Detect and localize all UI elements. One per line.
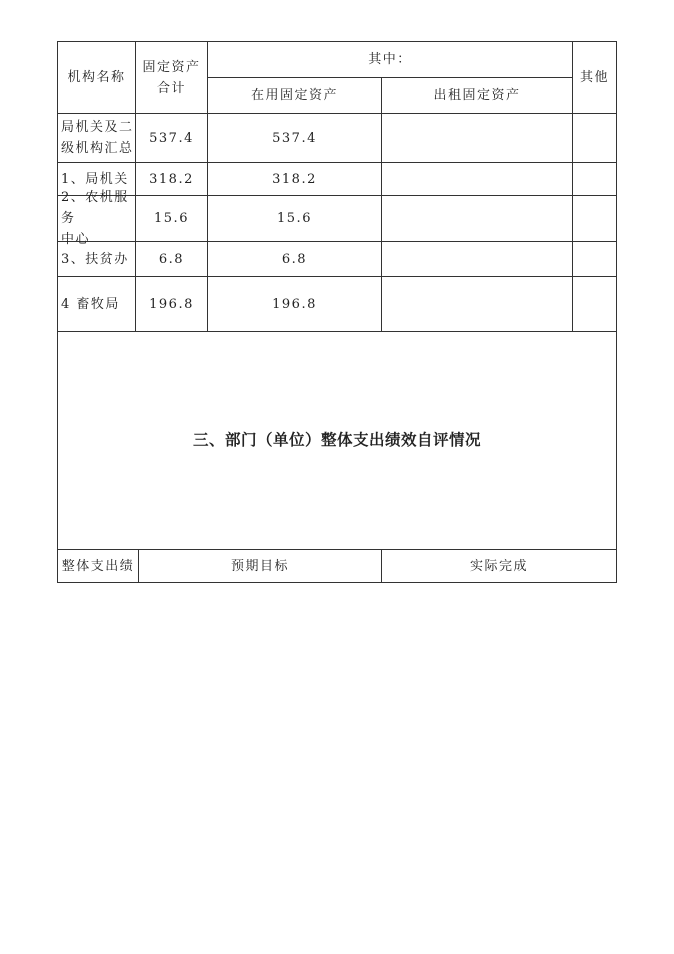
row-in-use: 196.8	[272, 296, 317, 312]
header-among-text: 其中：	[368, 52, 412, 67]
row-org-line2: 级机构汇总	[61, 141, 134, 156]
row-other	[573, 242, 616, 276]
row-leased	[382, 196, 572, 241]
row-total: 196.8	[149, 296, 194, 312]
row-org-line2: 中心	[61, 232, 91, 247]
row-org-line1: 1、局机关	[61, 171, 129, 187]
header-total-assets	[136, 42, 207, 113]
row-leased	[382, 242, 572, 276]
perf-label: 整体支出绩	[61, 558, 135, 574]
row-total: 318.2	[149, 171, 194, 187]
row-org-name	[58, 114, 135, 162]
row-other	[573, 196, 616, 241]
row-org-name	[58, 190, 135, 247]
row-org-name	[58, 242, 135, 276]
header-leased	[382, 78, 572, 113]
row-in-use: 537.4	[272, 130, 317, 146]
perf-expected-header: 预期目标	[230, 558, 289, 574]
header-org-name	[58, 42, 135, 113]
header-other-text: 其他	[579, 70, 609, 85]
header-among	[208, 42, 572, 77]
row-total: 537.4	[149, 130, 194, 146]
header-leased-text: 出租固定资产	[433, 88, 521, 103]
header-in-use-text: 在用固定资产	[250, 88, 338, 103]
row-total: 15.6	[154, 211, 189, 226]
row-org-name	[58, 277, 135, 331]
row-in-use: 318.2	[272, 171, 317, 187]
table-border-right	[616, 41, 617, 583]
header-in-use	[208, 78, 381, 113]
row-leased	[382, 114, 572, 162]
row-leased	[382, 163, 572, 195]
row-org-line1: 4 畜牧局	[61, 296, 120, 312]
table-border-bottom	[57, 582, 617, 583]
section-heading	[58, 332, 616, 549]
row-in-use: 15.6	[277, 211, 312, 226]
section-heading-text: 三、部门（单位）整体支出绩效自评情况	[192, 431, 481, 449]
row-other	[573, 277, 616, 331]
row-other	[573, 163, 616, 195]
row-leased	[382, 277, 572, 331]
row-other	[573, 114, 616, 162]
row-total: 6.8	[158, 251, 185, 267]
row-org-line1: 2、农机服务	[61, 190, 129, 226]
row-org-line1: 3、扶贫办	[61, 251, 129, 267]
header-total-line1: 固定资产	[142, 59, 201, 75]
perf-actual-header: 实际完成	[469, 558, 528, 574]
row-org-line1: 局机关及二	[61, 120, 134, 135]
header-org-name-text: 机构名称	[67, 70, 126, 85]
row-in-use: 6.8	[281, 251, 308, 267]
header-other	[573, 42, 616, 113]
header-total-line2: 合计	[156, 80, 186, 96]
